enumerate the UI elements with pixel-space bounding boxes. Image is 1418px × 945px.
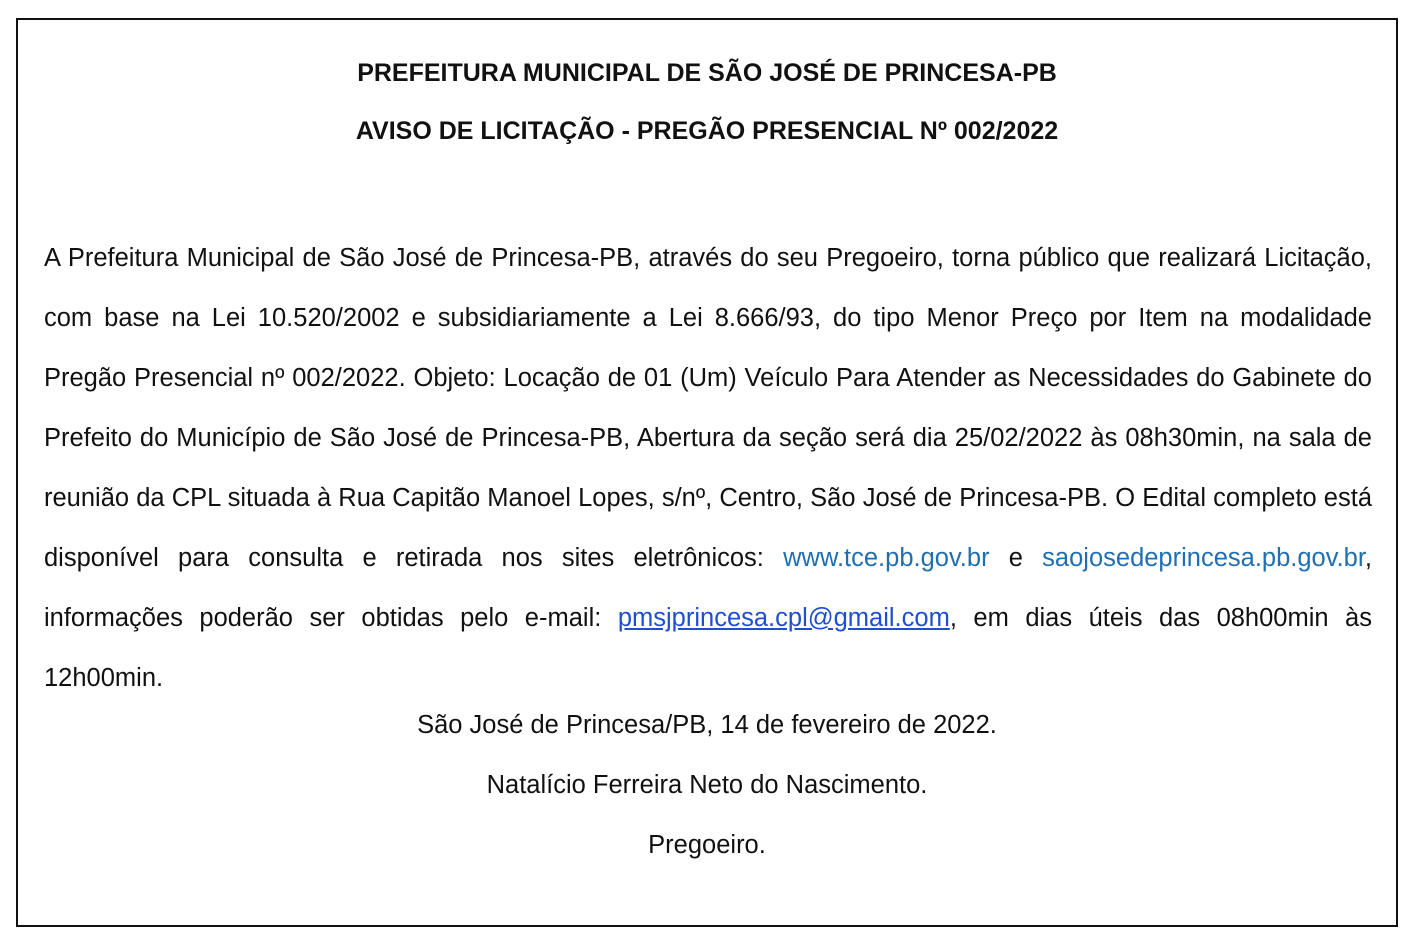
site-link-prefeitura[interactable]: saojosedeprincesa.pb.gov.br <box>1042 544 1365 572</box>
signer-name: Natalício Ferreira Neto do Nascimento. <box>486 771 928 799</box>
body-text-part3: , em dias úteis das 08h00min às 12h00min. <box>44 604 1372 692</box>
body-text-part1: A Prefeitura Municipal de São José de Princesa-PB, através do seu Pregoeiro, torna público que realizará Licitação, com base na Lei 10.520/2002 e subsidiariamente a Lei 8.666/93, do tipo Menor Preço por Item na modalidade Pregão Presencial nº 002/2022. Objeto: Locação de 01 (Um) Veículo Para Atender as Necessidades do Gabinete do Prefeito do Município de São José de Princesa-PB, Abertura da seção será dia 25/02/2022 às 08h30min, na sala de reunião da CPL situada à Rua Capitão Manoel Lopes, s/nº, Centro, São José de Princesa-PB. O Edital completo está disponível para consulta e retirada nos sites eletrônicos: <box>44 244 1372 572</box>
place-date: São José de Princesa/PB, 14 de fevereiro de 2022. <box>417 711 997 739</box>
notice-body <box>44 228 1372 708</box>
notice-frame <box>16 18 1398 927</box>
body-connector: e <box>989 544 1043 572</box>
notice-subtitle: AVISO DE LICITAÇÃO - PREGÃO PRESENCIAL Nº 002/2022 <box>355 117 1059 145</box>
email-link[interactable]: pmsjprincesa.cpl@gmail.com <box>617 604 950 632</box>
signer-role: Pregoeiro. <box>648 831 766 859</box>
header-title: PREFEITURA MUNICIPAL DE SÃO JOSÉ DE PRINCESA-PB <box>357 59 1057 87</box>
site-link-tce[interactable]: www.tce.pb.gov.br <box>783 544 990 572</box>
body-text-part2: , informações poderão ser obtidas pelo e-mail: <box>44 544 1373 632</box>
